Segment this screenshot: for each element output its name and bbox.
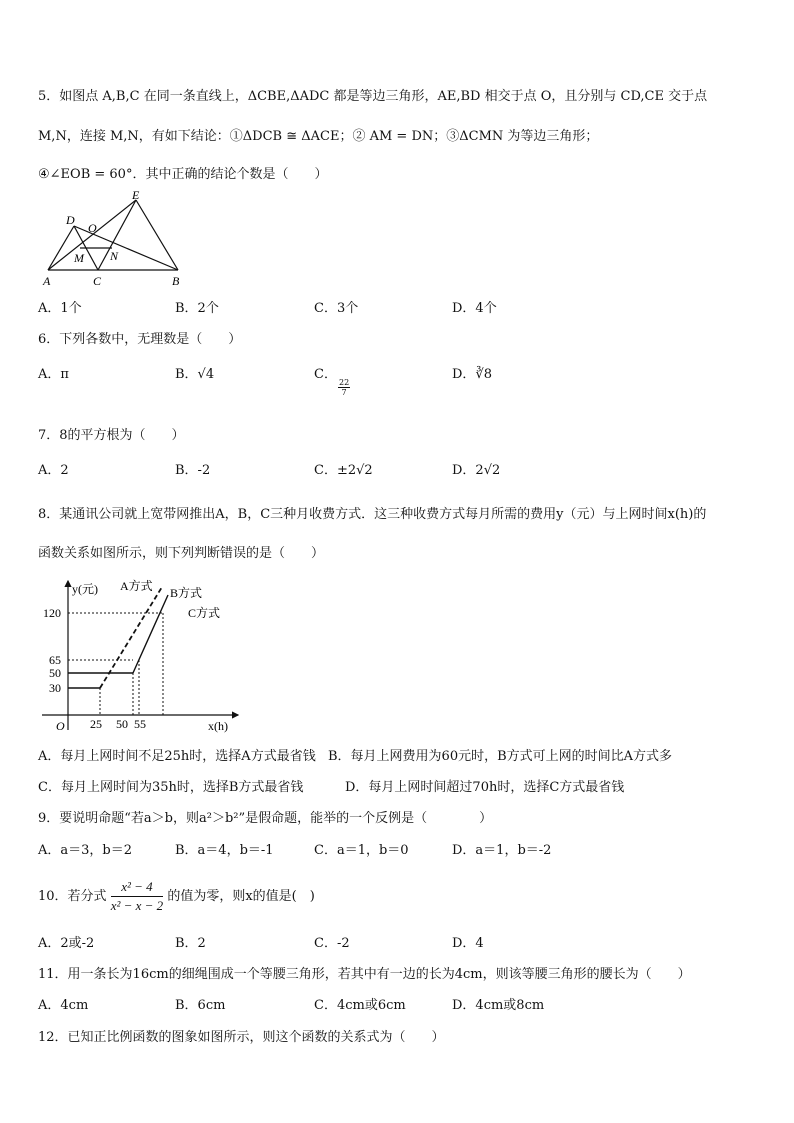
q10-denominator: x² − x − 2 [110, 898, 164, 913]
label-M: M [74, 251, 84, 265]
q10-prefix: 10．若分式 [38, 889, 107, 904]
q9-stem: 9．要说明命题“若a＞b，则a²＞b²”是假命题，能举的一个反例是（ ） [38, 811, 493, 826]
x-tick-25: 25 [90, 717, 102, 731]
q5-stem-line3: ④∠EOB = 60°．其中正确的结论个数是（ ） [38, 167, 328, 182]
q6-stem: 6．下列各数中，无理数是（ ） [38, 332, 242, 347]
q9-option-d: D．a＝1，b＝-2 [452, 843, 552, 858]
graph-origin: O [56, 719, 65, 733]
q7-option-d: D．2√2 [452, 463, 501, 478]
q6-option-c-label: C． [314, 367, 337, 382]
y-tick-120: 120 [43, 606, 61, 620]
q6-c-numerator: 22 [339, 378, 350, 387]
q11-option-d: D．4cm或8cm [452, 998, 545, 1013]
q12-stem: 12．已知正比例函数的图象如图所示，则这个函数的关系式为（ ） [38, 1030, 445, 1045]
q7-option-a: A．2 [38, 463, 69, 478]
graph-y-label: y(元) [72, 582, 98, 596]
q10-option-c: C．-2 [314, 936, 350, 951]
q10-numerator: x² − 4 [111, 878, 163, 897]
series-a-label: A方式 [120, 579, 153, 593]
label-C: C [93, 274, 102, 288]
y-tick-65: 65 [49, 653, 61, 667]
q7-stem: 7．8的平方根为（ ） [38, 428, 185, 443]
graph-x-label: x(h) [208, 719, 228, 733]
q9-option-b: B．a＝4，b＝-1 [175, 843, 274, 858]
label-B: B [172, 274, 180, 288]
x-tick-55: 55 [134, 717, 146, 731]
q6-c-denominator: 7 [341, 388, 347, 397]
q11-option-a: A．4cm [38, 998, 89, 1013]
q5-triangle-figure [40, 190, 190, 290]
q10-option-b: B．2 [175, 936, 206, 951]
series-b-label: B方式 [170, 586, 203, 600]
label-O: O [88, 221, 97, 235]
q8-option-d: D．每月上网时间超过70h时，选择C方式最省钱 [345, 780, 625, 795]
y-tick-30: 30 [49, 681, 61, 695]
label-D: D [66, 213, 75, 227]
q5-stem-line2: M,N，连接 M,N，有如下结论：①ΔDCB ≅ ΔACE；② AM = DN；③ΔCMN 为等边三角形； [38, 129, 599, 144]
q8-option-a: A．每月上网时间不足25h时，选择A方式最省钱 [38, 749, 316, 764]
q10-option-a: A．2或-2 [38, 936, 95, 951]
q7-option-b: B．-2 [175, 463, 211, 478]
y-tick-50: 50 [49, 666, 61, 680]
q6-option-c-fraction [338, 378, 350, 397]
q8-option-c: C．每月上网时间为35h时，选择B方式最省钱 [38, 780, 304, 795]
q6-option-c [314, 366, 337, 384]
q10-suffix: 的值为零，则x的值是( ) [167, 889, 315, 904]
q5-option-b: B．2个 [175, 301, 219, 316]
q8-stem-line2: 函数关系如图所示，则下列判断错误的是（ ） [38, 546, 325, 561]
q11-option-c: C．4cm或6cm [314, 998, 406, 1013]
q10-fraction [111, 878, 163, 915]
q10-stem [38, 878, 315, 916]
q8-option-b: B．每月上网费用为60元时，B方式可上网的时间比A方式多 [328, 749, 673, 764]
q5-stem-line1: 5．如图点 A,B,C 在同一条直线上，ΔCBE,ΔADC 都是等边三角形，AE,BD 相交于点 O，且分别与 CD,CE 交于点 [38, 89, 708, 104]
q5-option-c: C．3个 [314, 301, 359, 316]
q11-stem: 11．用一条长为16cm的细绳围成一个等腰三角形，若其中有一边的长为4cm，则该等腰三角形的腰长为（ ） [38, 967, 691, 982]
series-c-label: C方式 [188, 606, 221, 620]
q9-option-a: A．a＝3，b＝2 [38, 843, 133, 858]
q6-option-d: D．∛8 [452, 367, 492, 382]
q8-function-graph [38, 575, 248, 735]
label-E: E [132, 190, 140, 202]
label-A: A [43, 274, 51, 288]
x-tick-50: 50 [116, 717, 128, 731]
label-N: N [110, 249, 119, 263]
q9-option-c: C．a＝1，b＝0 [314, 843, 409, 858]
q10-option-d: D．4 [452, 936, 484, 951]
q8-stem-line1: 8．某通讯公司就上宽带网推出A，B，C三种月收费方式．这三种收费方式每月所需的费用y（元）与上网时间x(h)的 [38, 507, 707, 522]
q5-option-d: D．4个 [452, 301, 497, 316]
q6-option-a: A．π [38, 367, 69, 382]
q5-option-a: A．1个 [38, 301, 82, 316]
q11-option-b: B．6cm [175, 998, 226, 1013]
q7-option-c: C．±2√2 [314, 463, 373, 478]
q6-option-b: B．√4 [175, 367, 215, 382]
